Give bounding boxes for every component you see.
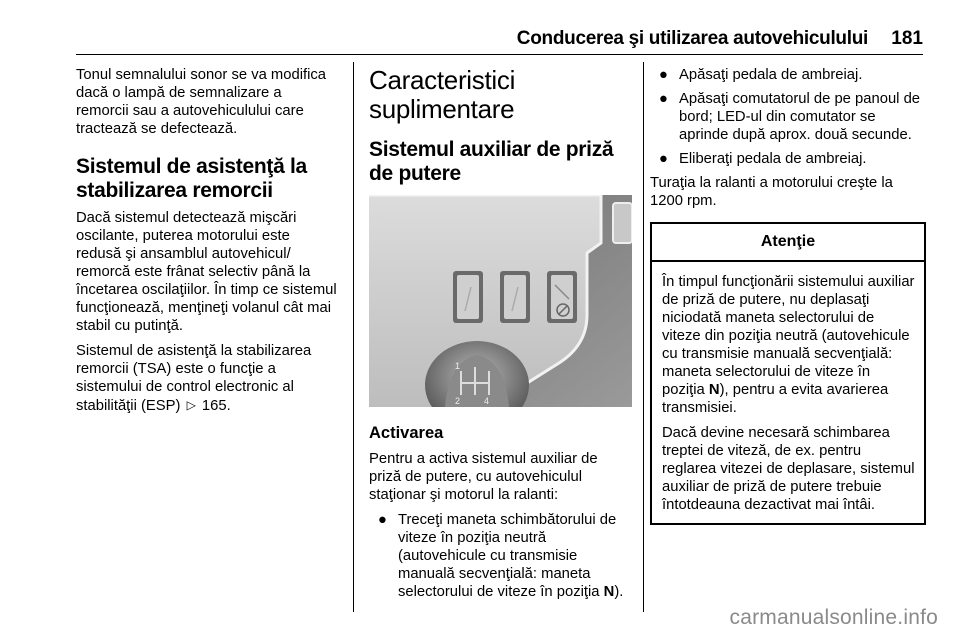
watermark: carmanualsonline.info: [729, 606, 938, 629]
idle-speed-paragraph: Turaţia la ralanti a motorului creşte la 1200 rpm.: [650, 175, 893, 209]
list-item: [369, 511, 633, 601]
tsa-paragraph: [76, 342, 338, 415]
activation-heading: Activarea: [369, 424, 444, 442]
steps-list: [650, 66, 926, 168]
step-text: Treceţi maneta schimbătorului de viteze în poziţia neutră (autovehicule cu transmisie manuală secvenţială: maneta selectorului de viteze în poziţia: [398, 512, 617, 600]
section-title-line2: suplimentare: [369, 94, 515, 124]
caution-title: Atenţie: [652, 224, 924, 262]
pto-heading: Sistemul auxiliar de priză de putere: [369, 138, 614, 185]
page-reference-icon: ▷: [186, 398, 196, 412]
trailer-stability-heading: Sistemul de asistenţă la stabilizarea remorcii: [76, 155, 307, 202]
activation-intro: Pentru a activa sistemul auxiliar de priză de putere, cu autovehiculul staţionar şi motorul la ralanti:: [369, 451, 598, 503]
bullet-icon: ●: [659, 91, 668, 107]
page-reference-link[interactable]: 165.: [201, 398, 231, 414]
caution-paragraph-1: [662, 273, 916, 417]
list-item: [650, 150, 926, 168]
step-text: Apăsaţi comutatorul de pe panoul de bord; LED-ul din comutator se aprinde după aprox. două secunde.: [679, 91, 921, 143]
list-item: [650, 66, 926, 84]
caution-text-end: ), pentru a evita avarierea transmisiei.: [662, 382, 889, 416]
tsa-text: Sistemul de asistenţă la stabilizarea remorcii (TSA) este o funcţie a sistemului de control electronic al stabilităţii (ESP): [76, 343, 312, 414]
bullet-icon: ●: [659, 67, 668, 83]
step-text: Eliberaţi pedala de ambreiaj.: [679, 151, 867, 167]
column-divider-2: [643, 62, 644, 612]
column-right: [650, 66, 926, 525]
page-header: [0, 0, 960, 56]
gear-digit-4: 4: [484, 396, 490, 406]
section-title: [369, 66, 633, 124]
trailer-signal-paragraph: Tonul semnalului sonor se va modifica dacă o lampă de semnalizare a remorcii sau a autovehiculului care tractează se defectează.: [76, 67, 327, 137]
page-number: 181: [891, 28, 923, 49]
chapter-title: Conducerea şi utilizarea autovehiculului: [516, 28, 868, 49]
bullet-icon: ●: [378, 512, 387, 528]
step-text: Apăsaţi pedala de ambreiaj.: [679, 67, 863, 83]
step-text-end: ).: [614, 584, 624, 600]
gear-digit-1: 1: [455, 361, 461, 371]
column-left: [76, 66, 338, 415]
activation-steps-list: [369, 511, 633, 601]
caution-text: În timpul funcţionării sistemului auxiliar de priză de putere, nu deplasaţi niciodată maneta selectorului de viteze din poziţia neutră (autovehicule cu transmisie manuală secvenţială: maneta selectorului de viteze în poziţia: [662, 274, 915, 398]
caution-paragraph-2: Dacă devine necesară schimbarea treptei de viteză, de ex. pentru reglarea vitezei de deplasare, sistemul auxiliar de priză de putere trebuie întotdeauna dezactivat mai întâi.: [662, 425, 915, 513]
caution-body: [652, 262, 924, 523]
column-middle: [369, 66, 633, 601]
step-bold-text: N: [603, 584, 615, 600]
pto-switch-illustration: [369, 195, 632, 407]
gear-digit-2: 2: [455, 396, 461, 406]
caution-box: [650, 222, 926, 525]
trailer-stability-paragraph: Dacă sistemul detectează mişcări oscilante, puterea motorului este redusă şi ansamblul autovehicul/ remorcă este frânat selectiv până la încetarea oscilaţiilor. În timp ce sistemul funcţionează, menţineţi volanul cât mai stabil cu putinţă.: [76, 210, 337, 334]
section-title-line1: Caracteristici: [369, 65, 516, 95]
column-divider-1: [353, 62, 354, 612]
caution-bold-text: N: [708, 382, 720, 398]
list-item: [650, 90, 926, 144]
bullet-icon: ●: [659, 151, 668, 167]
header-rule: [76, 54, 923, 55]
